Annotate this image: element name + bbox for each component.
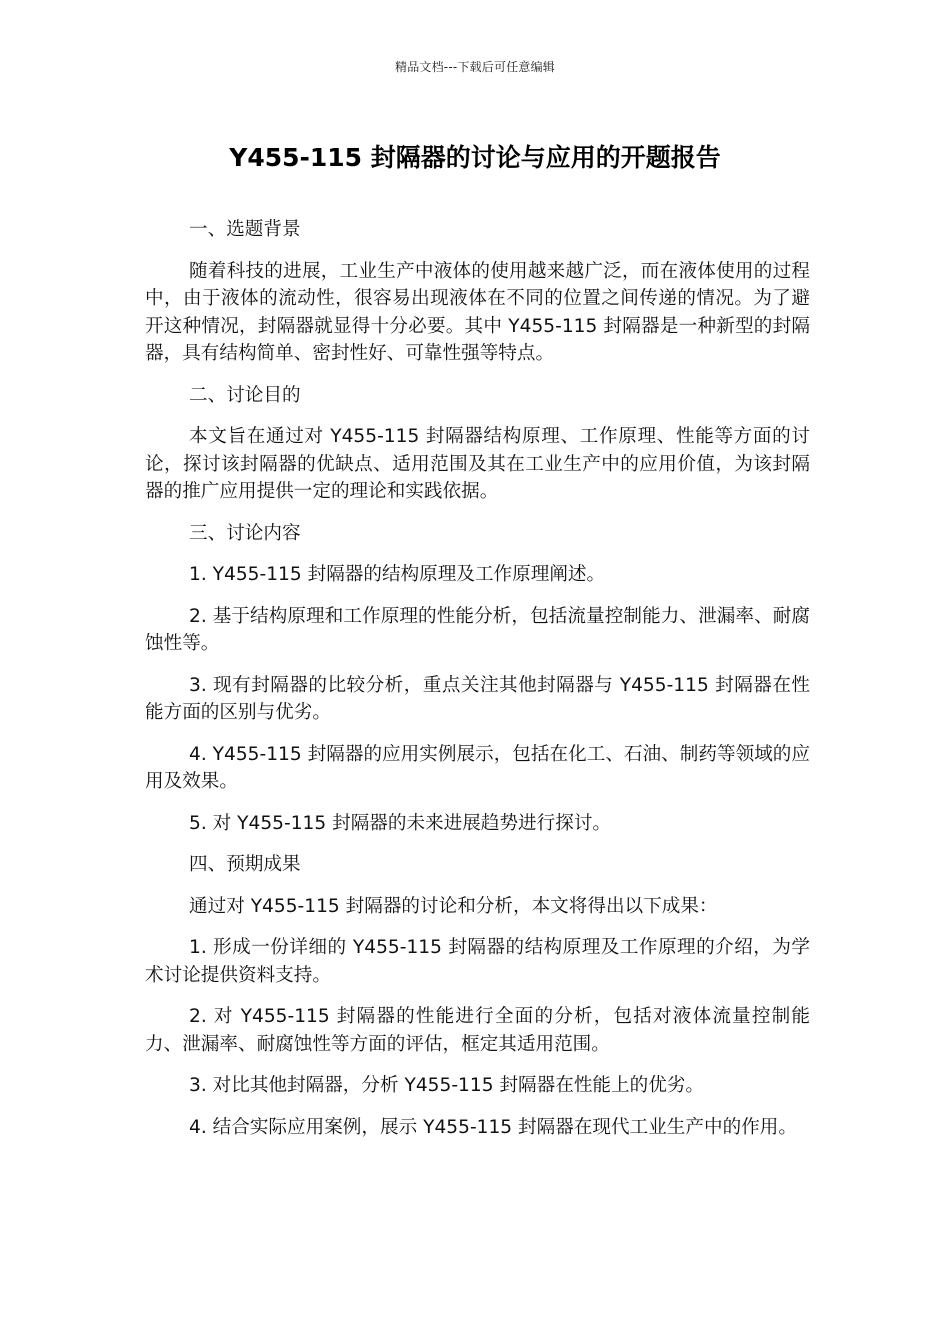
content-item-5: 5. 对 Y455-115 封隔器的未来进展趋势进行探讨。 [189,812,612,834]
outcome-item-4: 4. 结合实际应用案例，展示 Y455-115 封隔器在现代工业生产中的作用。 [189,1116,797,1138]
section-heading-background: 一、选题背景 [189,219,301,240]
content-item-3: 3. 现有封隔器的比较分析，重点关注其他封隔器与 Y455-115 封隔器在性能方面的区别与优劣。 [145,674,810,723]
outcome-item-3: 3. 对比其他封隔器，分析 Y455-115 封隔器在性能上的优劣。 [189,1075,704,1096]
content-item-2: 2. 基于结构原理和工作原理的性能分析，包括流量控制能力、泄漏率、耐腐蚀性等。 [145,605,810,654]
document-body [145,216,810,1155]
outcome-item-2: 2. 对 Y455-115 封隔器的性能进行全面的分析，包括对液体流量控制能力、泄漏率、耐腐蚀性等方面的评估，框定其适用范围。 [145,1006,810,1055]
content-item-1: 1. Y455-115 封隔器的结构原理及工作原理阐述。 [189,564,606,585]
paragraph-purpose: 本文旨在通过对 Y455-115 封隔器结构原理、工作原理、性能等方面的讨论，探讨该封隔器的优缺点、适用范围及其在工业生产中的应用价值，为该封隔器的推广应用提供一定的理论和实践依据。 [145,426,810,502]
paragraph-background: 随着科技的进展，工业生产中液体的使用越来越广泛，而在液体使用的过程中，由于液体的流动性，很容易出现液体在不同的位置之间传递的情况。为了避开这种情况，封隔器就显得十分必要。其中 Y455-115 封隔器是一种新型的封隔器，具有结构简单、密封性好、可靠性强等特点。 [145,260,810,364]
page-header-note: 精品文档---下载后可任意编辑 [395,60,555,74]
content-item-4: 4. Y455-115 封隔器的应用实例展示，包括在化工、石油、制药等领域的应用及效果。 [145,743,810,792]
document-title: Y455-115 封隔器的讨论与应用的开题报告 [229,143,721,172]
section-heading-content: 三、讨论内容 [189,522,301,544]
section-heading-outcomes: 四、预期成果 [189,854,301,875]
paragraph-outcomes-intro: 通过对 Y455-115 封隔器的讨论和分析，本文将得出以下成果： [189,895,718,917]
outcome-item-1: 1. 形成一份详细的 Y455-115 封隔器的结构原理及工作原理的介绍，为学术讨论提供资料支持。 [145,937,810,986]
section-heading-purpose: 二、讨论目的 [189,384,301,406]
